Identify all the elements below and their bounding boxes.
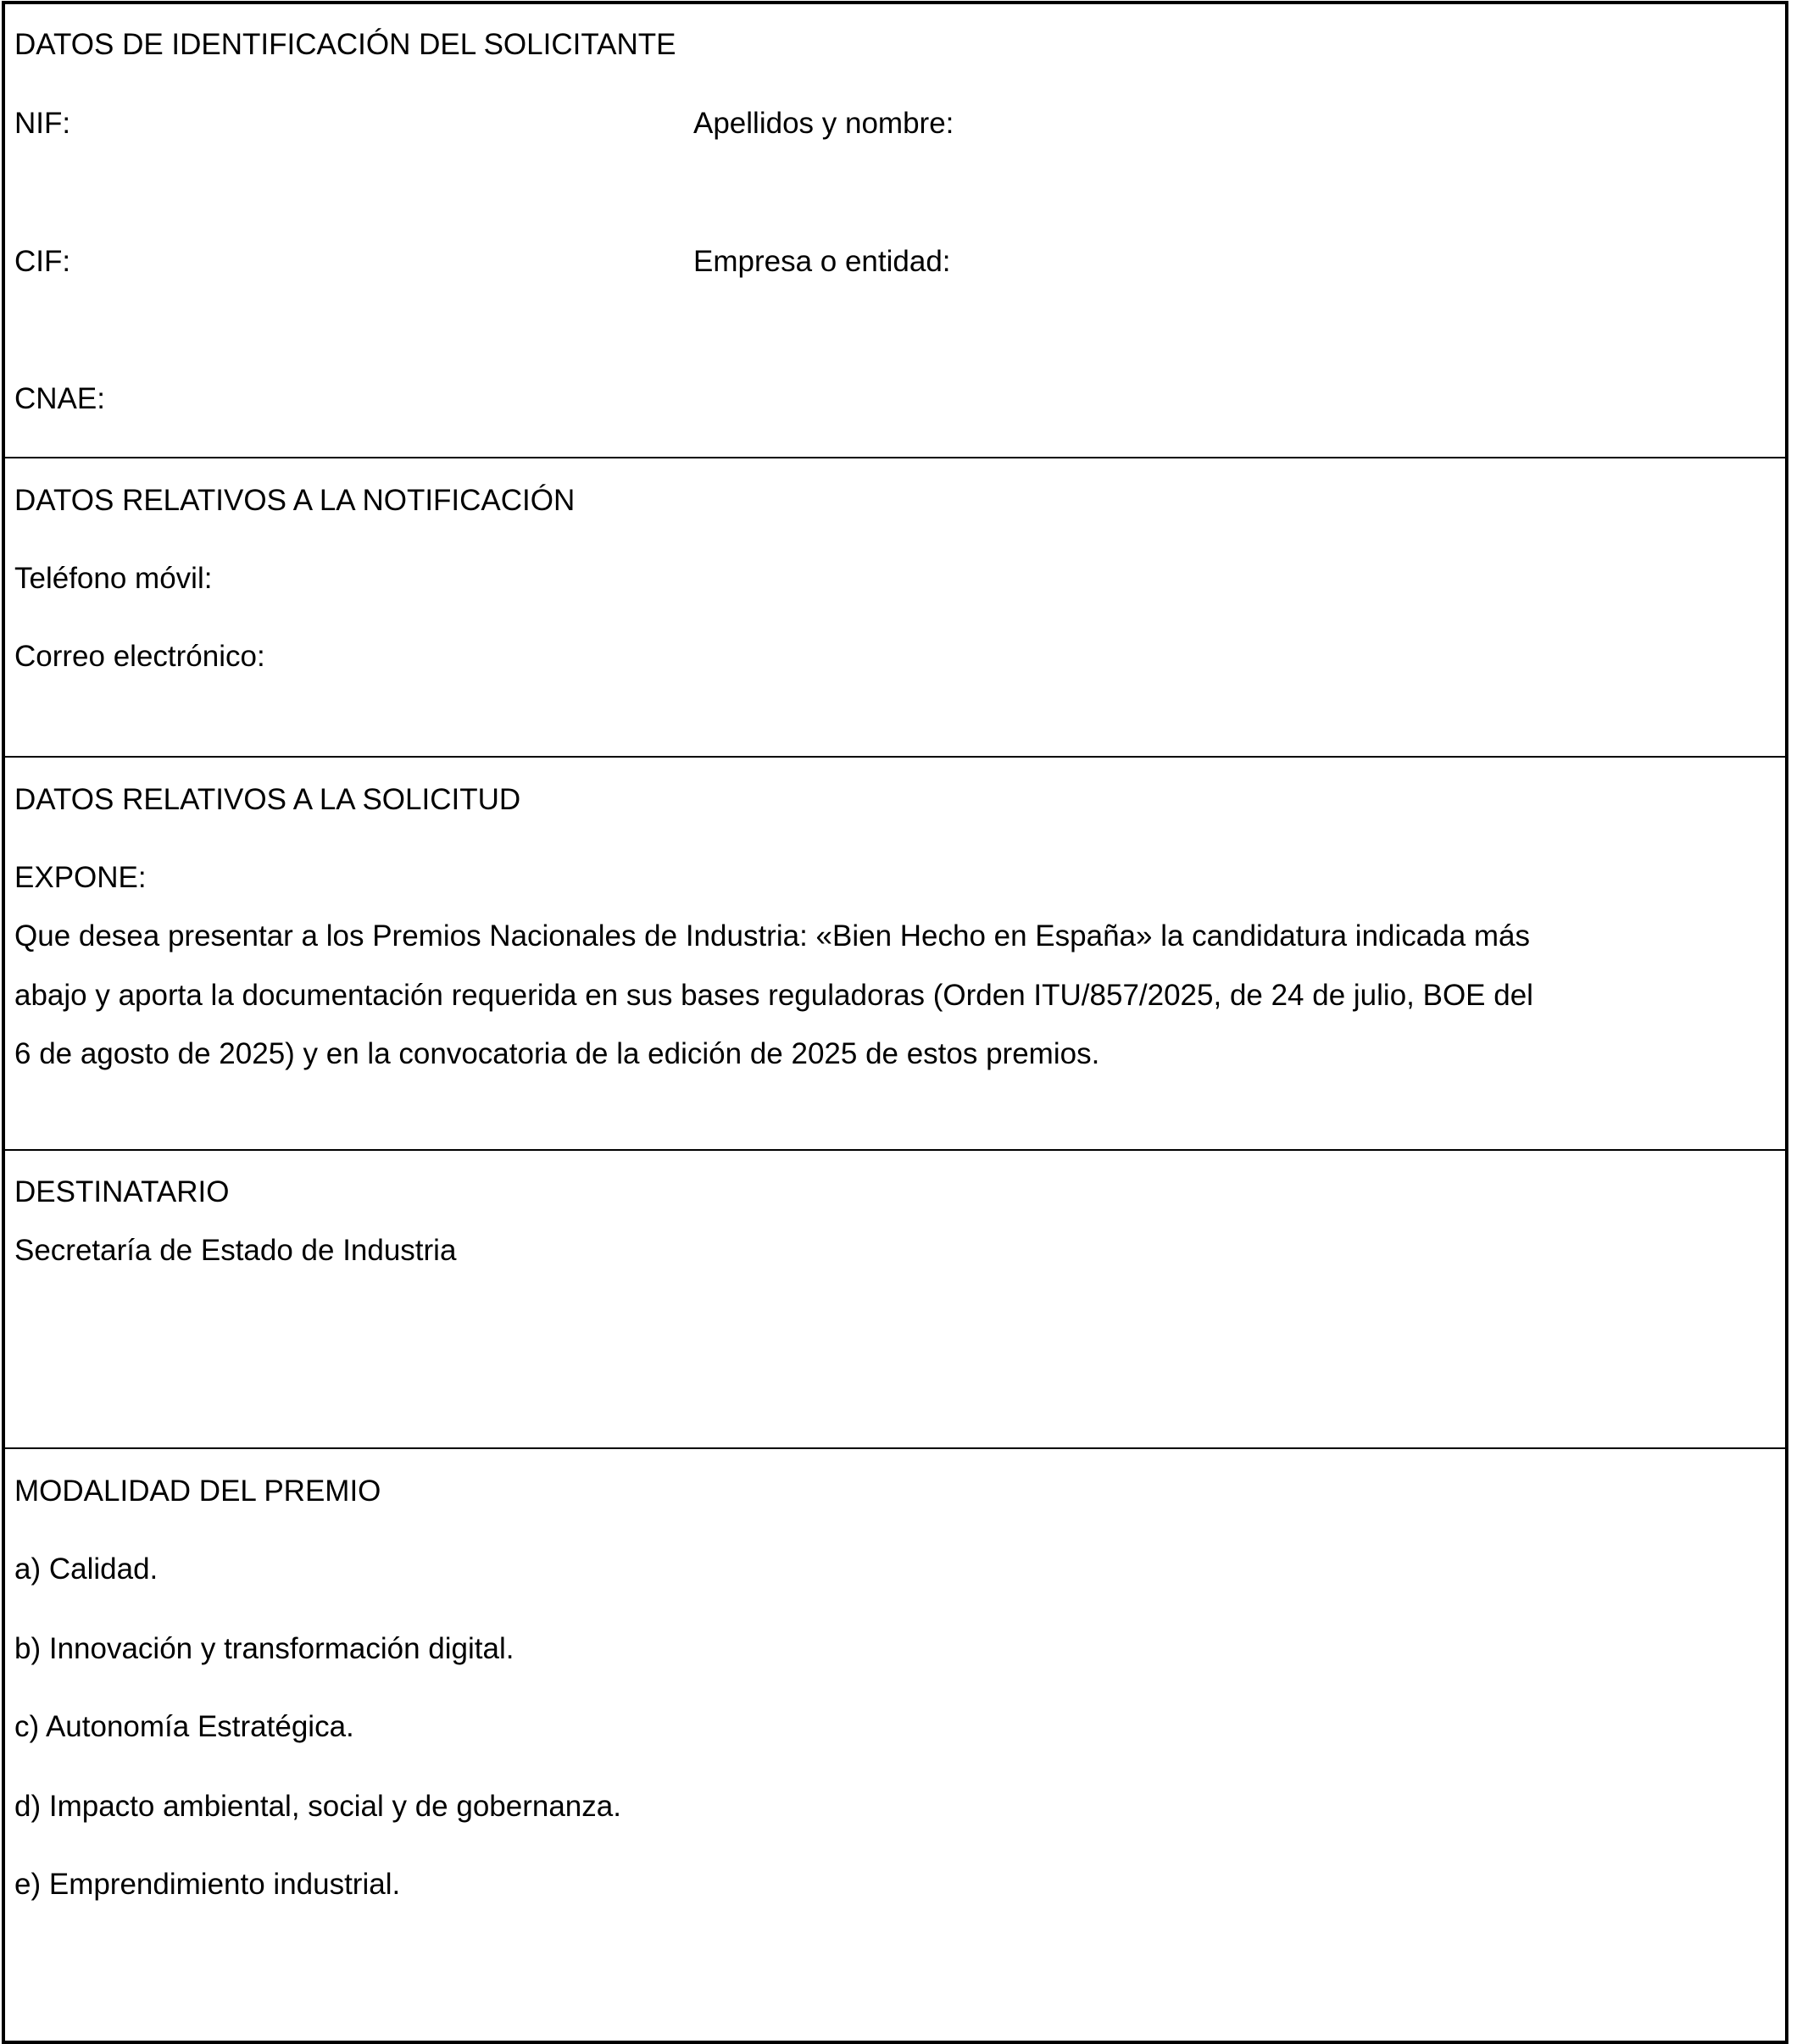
section-divider [3,1447,1785,1449]
expone-label: EXPONE: [14,861,147,894]
section-heading-solicitante: DATOS DE IDENTIFICACIÓN DEL SOLICITANTE [14,28,676,61]
cif-label: CIF: [14,245,71,278]
correo-electronico-label: Correo electrónico: [14,640,265,673]
telefono-movil-label: Teléfono móvil: [14,562,213,595]
modalidad-item: a) Calidad. [14,1552,159,1586]
expone-text-line: abajo y aporta la documentación requerida en sus bases reguladoras (Orden ITU/857/2025, de 24 de julio, BOE del [14,979,1533,1012]
section-divider [3,457,1785,458]
nif-label: NIF: [14,107,71,140]
section-divider [3,756,1785,758]
section-heading-notificacion: DATOS RELATIVOS A LA NOTIFICACIÓN [14,484,576,517]
section-heading-modalidad: MODALIDAD DEL PREMIO [14,1475,381,1508]
expone-text-line: Que desea presentar a los Premios Nacionales de Industria: «Bien Hecho en España» la candidatura indicada más [14,919,1531,953]
modalidad-item: c) Autonomía Estratégica. [14,1710,354,1743]
section-heading-solicitud: DATOS RELATIVOS A LA SOLICITUD [14,783,521,816]
modalidad-item: d) Impacto ambiental, social y de gobernanza. [14,1790,621,1823]
expone-text-line: 6 de agosto de 2025) y en la convocatoria de la edición de 2025 de estos premios. [14,1037,1100,1070]
modalidad-item: e) Emprendimiento industrial. [14,1868,401,1901]
cnae-label: CNAE: [14,382,105,415]
modalidad-item: b) Innovación y transformación digital. [14,1632,514,1665]
empresa-entidad-label: Empresa o entidad: [693,245,951,278]
section-heading-destinatario: DESTINATARIO [14,1175,230,1208]
section-divider [3,1149,1785,1151]
apellidos-nombre-label: Apellidos y nombre: [693,107,954,140]
destinatario-value: Secretaría de Estado de Industria [14,1234,457,1267]
